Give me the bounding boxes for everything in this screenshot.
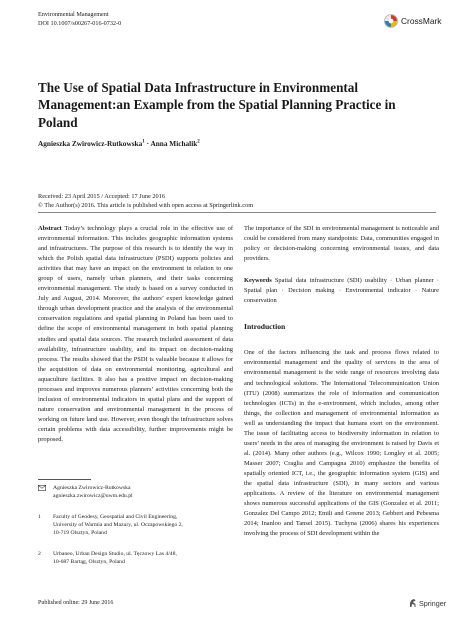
- crossmark-badge[interactable]: [384, 14, 454, 28]
- author-line: [38, 139, 200, 148]
- abstract-label: Abstract: [38, 225, 62, 232]
- abstract-paragraph: [38, 224, 233, 445]
- author-1[interactable]: Agnieszka Zwirowicz-Rutkowska: [38, 139, 143, 148]
- abstract-text: Today’s technology plays a crucial role in the effective use of environmental information. This includes geographic information systems and infrastructures. The purpose of this research is to identify the way in which the Polish spatial data infrastructure (PSDI) supports policies and activities that may have an impact on the environment in relation to one group of users, namely urban planners, and their tasks concerning environmental management. The study is based on a survey conducted in July and August, 2014. Moreover, the authors’ expert knowledge gained through urban development practice and the analysis of the environmental conservation regulations and spatial planning in Poland has been used to define the scope of environmental management in both spatial planning studies and spatial data sources. The research included assessment of data availability, infrastructure usability, and its impact on decision-making process. The results showed that the PSDI is valuable because it allows for the acquisition of data on environmental monitoring, agricultural and aquaculture facilities. It also has a positive impact on decision-making processes and improves numerous planners’ activities concerning both the inclusion of environmental indicators in spatial plans and the support of nature conservation and environmental management in the process of working on future land use. However, even though the infrastructure solves certain problems with data accessibility, further improvements might be proposed.: [38, 225, 233, 443]
- article-history: [38, 193, 438, 210]
- footnote-2-number: 2: [38, 551, 41, 557]
- article-title: The Use of Spatial Data Infrastructure in Environmental Management:an Example from the Spatial Planning Practice in Poland: [38, 80, 396, 130]
- copyright-line: © The Author(s) 2016. This article is published with open access at Springerlink.com: [38, 201, 254, 209]
- received-accepted: Received: 23 April 2015 / Accepted: 17 June 2016: [38, 193, 165, 200]
- keywords-paragraph: [244, 276, 439, 306]
- envelope-icon: [38, 485, 46, 491]
- springer-horse-icon: [408, 598, 418, 608]
- author-2[interactable]: Anna Michalik: [150, 139, 198, 148]
- corresponding-email[interactable]: agnieszka.zwirowicz@uwm.edu.pl: [53, 493, 133, 500]
- keywords-label: Keywords: [244, 277, 272, 285]
- footnote-2-line-2: 10-687 Bartąg, Olsztyn, Poland: [53, 559, 125, 566]
- crossmark-label: CrossMark: [401, 16, 442, 26]
- author-separator: ·: [146, 139, 150, 148]
- footnote-1-line-1: Faculty of Geodesy, Geospatial and Civil Engineering,: [53, 514, 178, 520]
- corresponding-name: Agnieszka Zwirowicz-Rutkowska: [53, 485, 131, 491]
- crossmark-icon: [384, 14, 398, 28]
- header-divider: [38, 212, 436, 213]
- author-1-affiliation: 1: [142, 139, 145, 145]
- footnote-2: [53, 550, 177, 566]
- sdi-importance-paragraph: The importance of the SDI in environmental management is noticeable and could be considered from many standpoints: Data, communities engaged in policy or decision-making concerning environmental issues, and data providers.: [244, 225, 439, 263]
- abstract-column: [38, 224, 233, 445]
- keywords-text: Spatial data infrastructure (SDI) usability · Urban planner · Spatial plan · Decision making · Environmental indicator · Nature conservation: [244, 277, 439, 305]
- footnote-1-number: 1: [38, 514, 41, 520]
- footnote-1-line-2: University of Warmia and Mazury, ul. Oczapowskiego 2,: [53, 522, 183, 529]
- author-2-affiliation: 2: [197, 139, 200, 145]
- corresponding-author: [53, 484, 133, 500]
- footnote-1-line-3: 10-719 Olsztyn, Poland: [53, 530, 107, 537]
- footnote-1: [53, 513, 183, 537]
- introduction-heading: Introduction: [244, 322, 286, 332]
- footnote-2-line-1: Urbaneo, Urban Design Studio, ul. Tęczowy Las 4/48,: [53, 551, 177, 557]
- corresponding-icon-wrap: [38, 485, 46, 494]
- doi-line: DOI 10.1007/s00267-016-0732-0: [38, 19, 122, 27]
- introduction-text: One of the factors influencing the task and process flows related to environmental management and the quality of services in the area of environmental management is the wide range of resources involving data and technological solutions. The International Telecommunication Union (ITU) (2008) summarizes the role of information and communication technologies (ICTs) in the e-environment, which includes, among other things, the collection and management of environmental information as well as understanding the impact that humans exert on the environment. The issue of facilitating access to biodiversity information in relation to users’ needs in the area of managing the environment is raised by Davis et al. (2014). Many other authors (e.g., Wilcox 1990; Longley et al. 2005; Masser 2007; Craglia and Campagna 2010) emphasize the benefits of spatially oriented ICT, i.e., the geographic information system (GIS) and the spatial data infrastructure (SDI), in many sectors and various applications. A review of the literature on environmental management shows numerous successful applications of the GIS (Gonzalez et al. 2011; Gonzalez Del Campo 2012; Emili and Greene 2013; Gebbert and Pebesma 2014; Inanloo and Tansel 2015). Tuchyna (2006) shares his experiences involving the process of SDI development within the: [244, 349, 439, 538]
- journal-header: [38, 11, 121, 28]
- published-online: Published online: 29 June 2016: [38, 600, 114, 606]
- right-column: [244, 224, 439, 539]
- journal-name: Environmental Management: [38, 11, 109, 18]
- springer-label: Springer: [419, 599, 447, 608]
- springer-logo: [408, 598, 453, 608]
- footnote-divider: [38, 479, 91, 480]
